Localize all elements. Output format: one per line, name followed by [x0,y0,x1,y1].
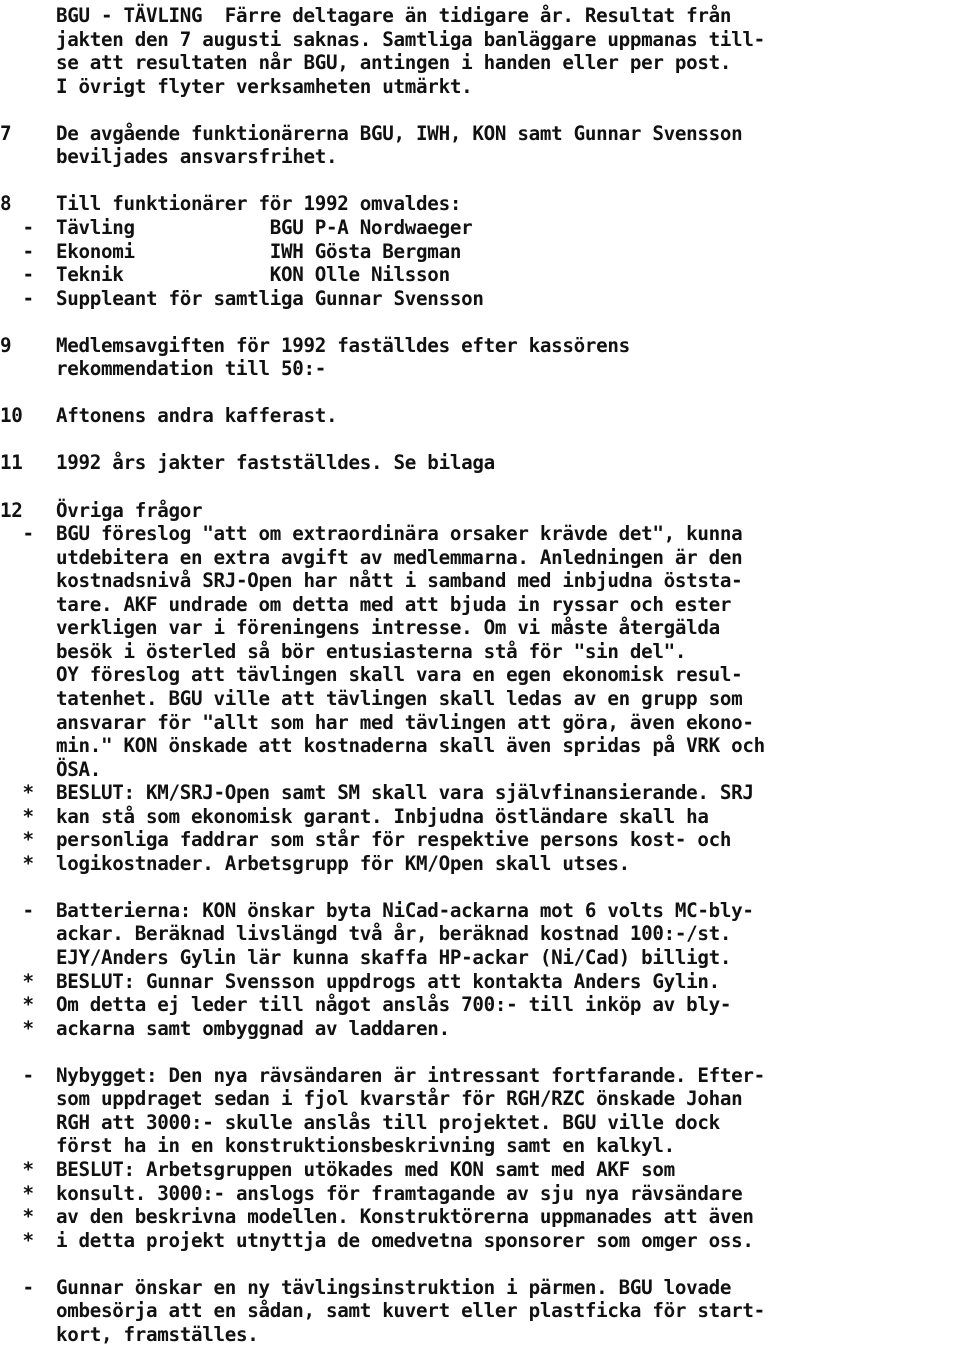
line-marker: 7 [0,121,12,145]
line-text: 1992 års jakter fastställdes. Se bilaga [56,451,495,475]
line-text: ombesörja att en sådan, samt kuvert eller plastficka för start- [56,1299,765,1323]
line-text: OY föreslog att tävlingen skall vara en egen ekonomisk resul- [56,663,743,687]
line-text: BESLUT: KM/SRJ-Open samt SM skall vara självfinansierande. SRJ [56,781,754,805]
line-marker: * [0,1205,34,1229]
line-marker: * [0,993,34,1017]
line-text: beviljades ansvarsfrihet. [56,145,338,169]
line-text: se att resultaten når BGU, antingen i handen eller per post. [56,51,732,75]
line-text: BESLUT: Arbetsgruppen utökades med KON samt med AKF som [56,1157,675,1181]
line-marker: 10 [0,404,23,428]
line-text: Suppleant för samtliga Gunnar Svensson [56,286,484,310]
line-text: Gunnar önskar en ny tävlingsinstruktion i pärmen. BGU lovade [56,1275,732,1299]
line-marker: 12 [0,498,23,522]
line-text: verkligen var i föreningens intresse. Om vi måste återgälda [56,616,720,640]
line-text: ansvarar för "allt som har med tävlingen att göra, även ekono- [56,710,754,734]
line-marker: 9 [0,333,12,357]
line-marker: * [0,851,34,875]
line-marker: - [0,239,34,263]
line-text: av den beskrivna modellen. Konstruktörerna uppmanades att även [56,1205,754,1229]
line-marker: * [0,781,34,805]
line-marker: * [0,969,34,993]
line-text: kan stå som ekonomisk garant. Inbjudna östländare skall ha [56,804,709,828]
line-text: kostnadsnivå SRJ-Open har nått i samband med inbjudna öststa- [56,569,743,593]
line-text: BGU föreslog "att om extraordinära orsaker krävde det", kunna [56,522,743,546]
line-marker: 11 [0,451,23,475]
line-marker: * [0,804,34,828]
line-marker: 8 [0,192,12,216]
line-text: besök i österled så bör entusiasterna stå för "sin del". [56,639,687,663]
line-marker: - [0,898,34,922]
line-text: De avgående funktionärerna BGU, IWH, KON samt Gunnar Svensson [56,121,743,145]
line-marker: * [0,1228,34,1252]
line-text: personliga faddrar som står för respektive persons kost- och [56,828,732,852]
line-text: i detta projekt utnyttja de omedvetna sponsorer som omger oss. [56,1228,754,1252]
line-text: utdebitera en extra avgift av medlemmarna. Anledningen är den [56,545,743,569]
line-text: ackarna samt ombyggnad av laddaren. [56,1016,450,1040]
line-text: BGU - TÄVLING Färre deltagare än tidigare år. Resultat från [56,4,732,27]
line-marker: - [0,215,34,239]
line-text: Batterierna: KON önskar byta NiCad-ackarna mot 6 volts MC-bly- [56,898,754,922]
line-text: tare. AKF undrade om detta med att bjuda in ryssar och ester [56,592,732,616]
line-text: logikostnader. Arbetsgrupp för KM/Open skall utses. [56,851,630,875]
line-text: konsult. 3000:- anslogs för framtagande av sju nya rävsändare [56,1181,743,1205]
line-marker: - [0,1063,34,1087]
line-marker: - [0,1275,34,1299]
line-marker: * [0,1016,34,1040]
line-text: Teknik KON Olle Nilsson [56,263,450,287]
line-text: min." KON önskade att kostnaderna skall även spridas på VRK och [56,734,765,758]
line-marker: - [0,522,34,546]
line-text: först ha in en konstruktionsbeskrivning samt en kalkyl. [56,1134,675,1158]
line-text: ÖSA. [56,757,102,781]
line-marker: - [0,263,34,287]
line-text: jakten den 7 augusti saknas. Samtliga banläggare uppmanas till- [56,27,765,51]
line-text: Tävling BGU P-A Nordwaeger [56,215,473,239]
line-text: Aftonens andra kafferast. [56,404,338,428]
line-marker: * [0,828,34,852]
line-marker: * [0,1157,34,1181]
line-text: RGH att 3000:- skulle anslås till projektet. BGU ville dock [56,1110,720,1134]
line-text: Övriga frågor [56,498,203,522]
line-text: ackar. Beräknad livslängd två år, beräknad kostnad 100:-/st. [56,922,732,946]
line-text: I övrigt flyter verksamheten utmärkt. [56,74,473,98]
line-text: Ekonomi IWH Gösta Bergman [56,239,462,263]
line-text: BESLUT: Gunnar Svensson uppdrogs att kontakta Anders Gylin. [56,969,720,993]
line-text: Medlemsavgiften för 1992 faställdes efter kassörens [56,333,630,357]
line-text: rekommendation till 50:- [56,357,327,381]
line-marker: - [0,286,34,310]
line-text: som uppdraget sedan i fjol kvarstår för RGH/RZC önskade Johan [56,1087,743,1111]
line-text: Till funktionärer för 1992 omvaldes: [56,192,462,216]
line-text: tatenhet. BGU ville att tävlingen skall ledas av en grupp som [56,686,743,710]
line-text: kort, framställes. [56,1322,259,1346]
line-text: EJY/Anders Gylin lär kunna skaffa HP-ackar (Ni/Cad) billigt. [56,946,732,969]
line-text: Nybygget: Den nya rävsändaren är intressant fortfarande. Efter- [56,1063,765,1087]
line-text: Om detta ej leder till något anslås 700:- till inköp av bly- [56,993,732,1017]
line-marker: * [0,1181,34,1205]
